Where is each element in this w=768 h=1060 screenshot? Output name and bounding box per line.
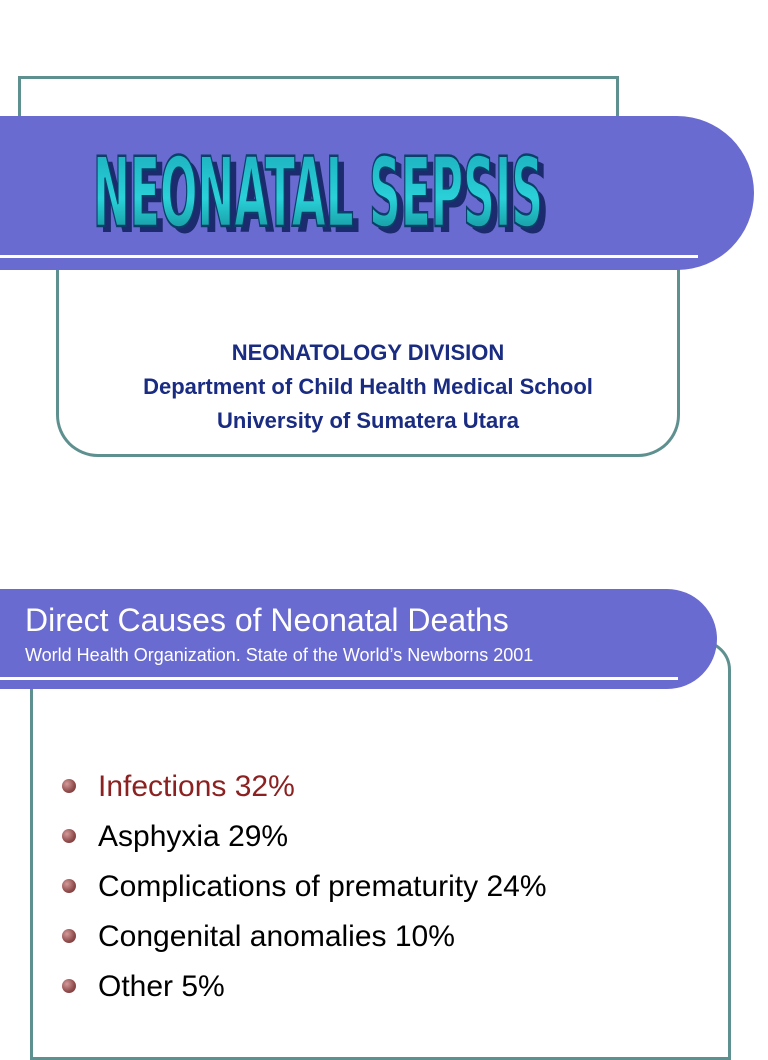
bullet-dot-icon <box>62 829 76 843</box>
causes-bullet-list <box>60 762 547 1012</box>
wordart-face: NEONATAL SEPSIS <box>93 137 543 249</box>
list-item: Infections 32% <box>60 762 547 812</box>
bullet-dot-icon <box>62 979 76 993</box>
slide1-wordart-title <box>78 118 558 255</box>
slide1-subtitle <box>56 336 680 438</box>
slide2-title: Direct Causes of Neonatal Deaths <box>25 602 509 638</box>
slide2-banner-underline <box>0 677 678 680</box>
list-item: Asphyxia 29% <box>60 812 547 862</box>
list-item: Congenital anomalies 10% <box>60 912 547 962</box>
subtitle-line-department: Department of Child Health Medical School <box>143 374 593 399</box>
bullet-dot-icon <box>62 879 76 893</box>
subtitle-line-division: NEONATOLOGY DIVISION <box>231 340 505 365</box>
list-item: Other 5% <box>60 962 547 1012</box>
list-item: Complications of prematurity 24% <box>60 862 547 912</box>
slide2-subtitle: World Health Organization. State of the World’s Newborns 2001 <box>25 645 534 665</box>
slide1-banner-underline <box>0 255 698 258</box>
wordart-shadow: NEONATAL SEPSIS <box>99 143 549 255</box>
bullet-dot-icon <box>62 779 76 793</box>
subtitle-line-university: University of Sumatera Utara <box>217 408 519 433</box>
bullet-dot-icon <box>62 929 76 943</box>
